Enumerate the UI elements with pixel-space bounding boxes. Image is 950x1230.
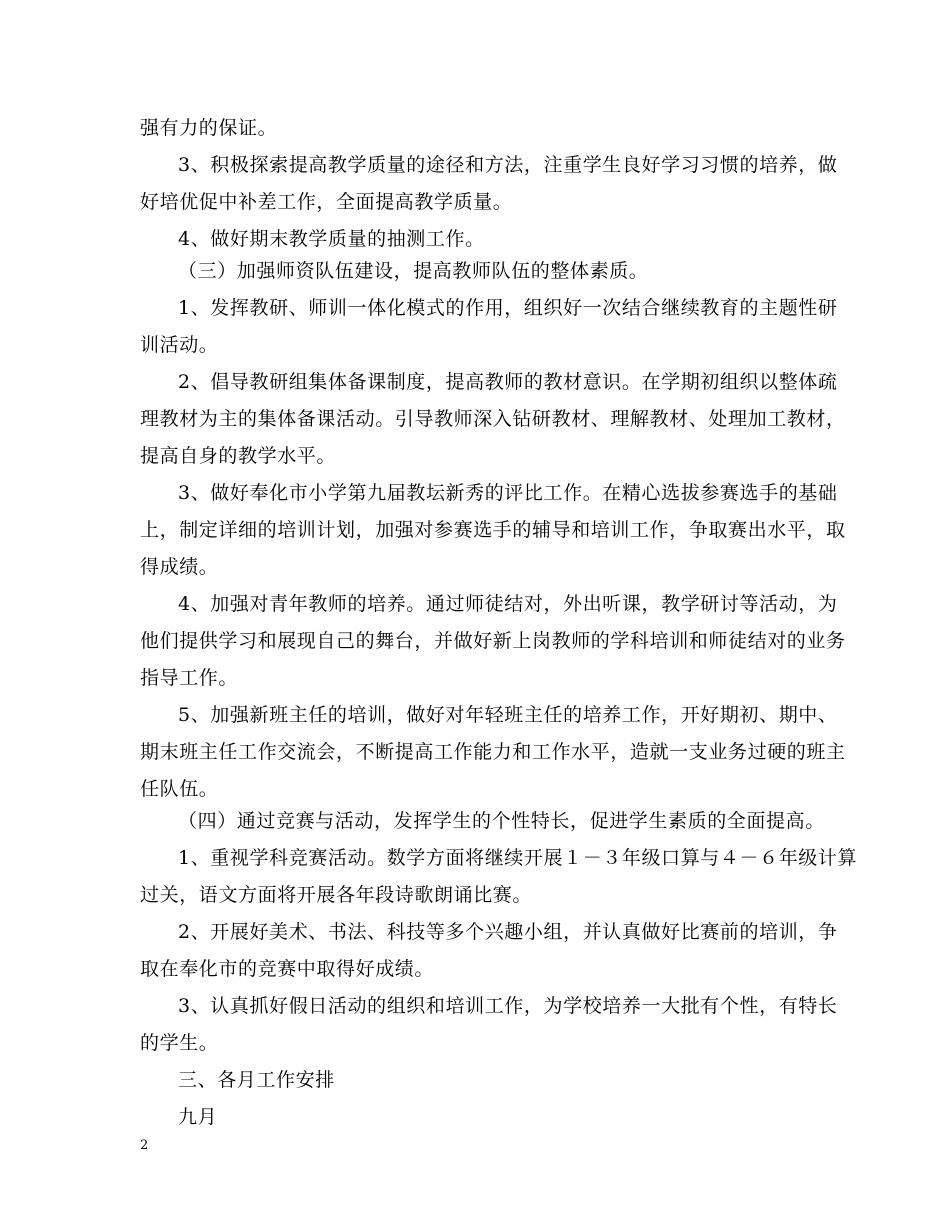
text-line: 的学生。 xyxy=(140,1032,219,1054)
section-heading: （三）加强师资队伍建设，提高教师队伍的整体素质。 xyxy=(178,260,649,282)
text-line: 取在奉化市的竞赛中取得好成绩。 xyxy=(140,958,435,980)
text-line: 提高自身的教学水平。 xyxy=(140,445,337,467)
text-line: 4、做好期末教学质量的抽测工作。 xyxy=(178,228,485,250)
section-heading: 三、各月工作安排 xyxy=(178,1069,335,1091)
text-line: 5、加强新班主任的培训，做好对年轻班主任的培养工作，开好期初、期中、 xyxy=(178,704,838,726)
text-line: 训活动。 xyxy=(140,334,219,356)
text-line: 1、重视学科竞赛活动。数学方面将继续开展１－３年级口算与４－６年级计算 xyxy=(178,847,858,869)
text-line: 1、发挥教研、师训一体化模式的作用，组织好一次结合继续教育的主题性研 xyxy=(178,297,838,319)
text-line: 4、加强对青年教师的培养。通过师徒结对，外出听课，教学研讨等活动，为 xyxy=(178,593,838,615)
text-line: 好培优促中补差工作，全面提高教学质量。 xyxy=(140,191,513,213)
text-line: 3、认真抓好假日活动的组织和培训工作，为学校培养一大批有个性，有特长 xyxy=(178,995,838,1017)
text-line: 3、积极探索提高教学质量的途径和方法，注重学生良好学习习惯的培养，做 xyxy=(178,154,838,176)
text-line: 得成绩。 xyxy=(140,556,219,578)
text-line: 2、开展好美术、书法、科技等多个兴趣小组，并认真做好比赛前的培训，争 xyxy=(178,921,838,943)
text-line: 过关，语文方面将开展各年段诗歌朗诵比赛。 xyxy=(140,884,533,906)
text-line: 他们提供学习和展现自己的舞台，并做好新上岗教师的学科培训和师徒结对的业务 xyxy=(140,630,846,652)
page-number: 2 xyxy=(140,1138,149,1153)
text-line: 上，制定详细的培训计划，加强对参赛选手的辅导和培训工作，争取赛出水平，取 xyxy=(140,519,846,541)
text-line: 期末班主任工作交流会，不断提高工作能力和工作水平，造就一支业务过硬的班主 xyxy=(140,741,846,763)
text-line: 强有力的保证。 xyxy=(140,117,278,139)
text-line: 3、做好奉化市小学第九届教坛新秀的评比工作。在精心选拔参赛选手的基础 xyxy=(178,482,838,504)
text-line: 2、倡导教研组集体备课制度，提高教师的教材意识。在学期初组织以整体疏 xyxy=(178,371,838,393)
text-line: 任队伍。 xyxy=(140,778,219,800)
text-line: 理教材为主的集体备课活动。引导教师深入钻研教材、理解教材、处理加工教材， xyxy=(140,408,846,430)
section-heading: （四）通过竞赛与活动，发挥学生的个性特长，促进学生素质的全面提高。 xyxy=(178,810,825,832)
text-line: 九月 xyxy=(178,1106,218,1128)
text-line: 指导工作。 xyxy=(140,667,239,689)
